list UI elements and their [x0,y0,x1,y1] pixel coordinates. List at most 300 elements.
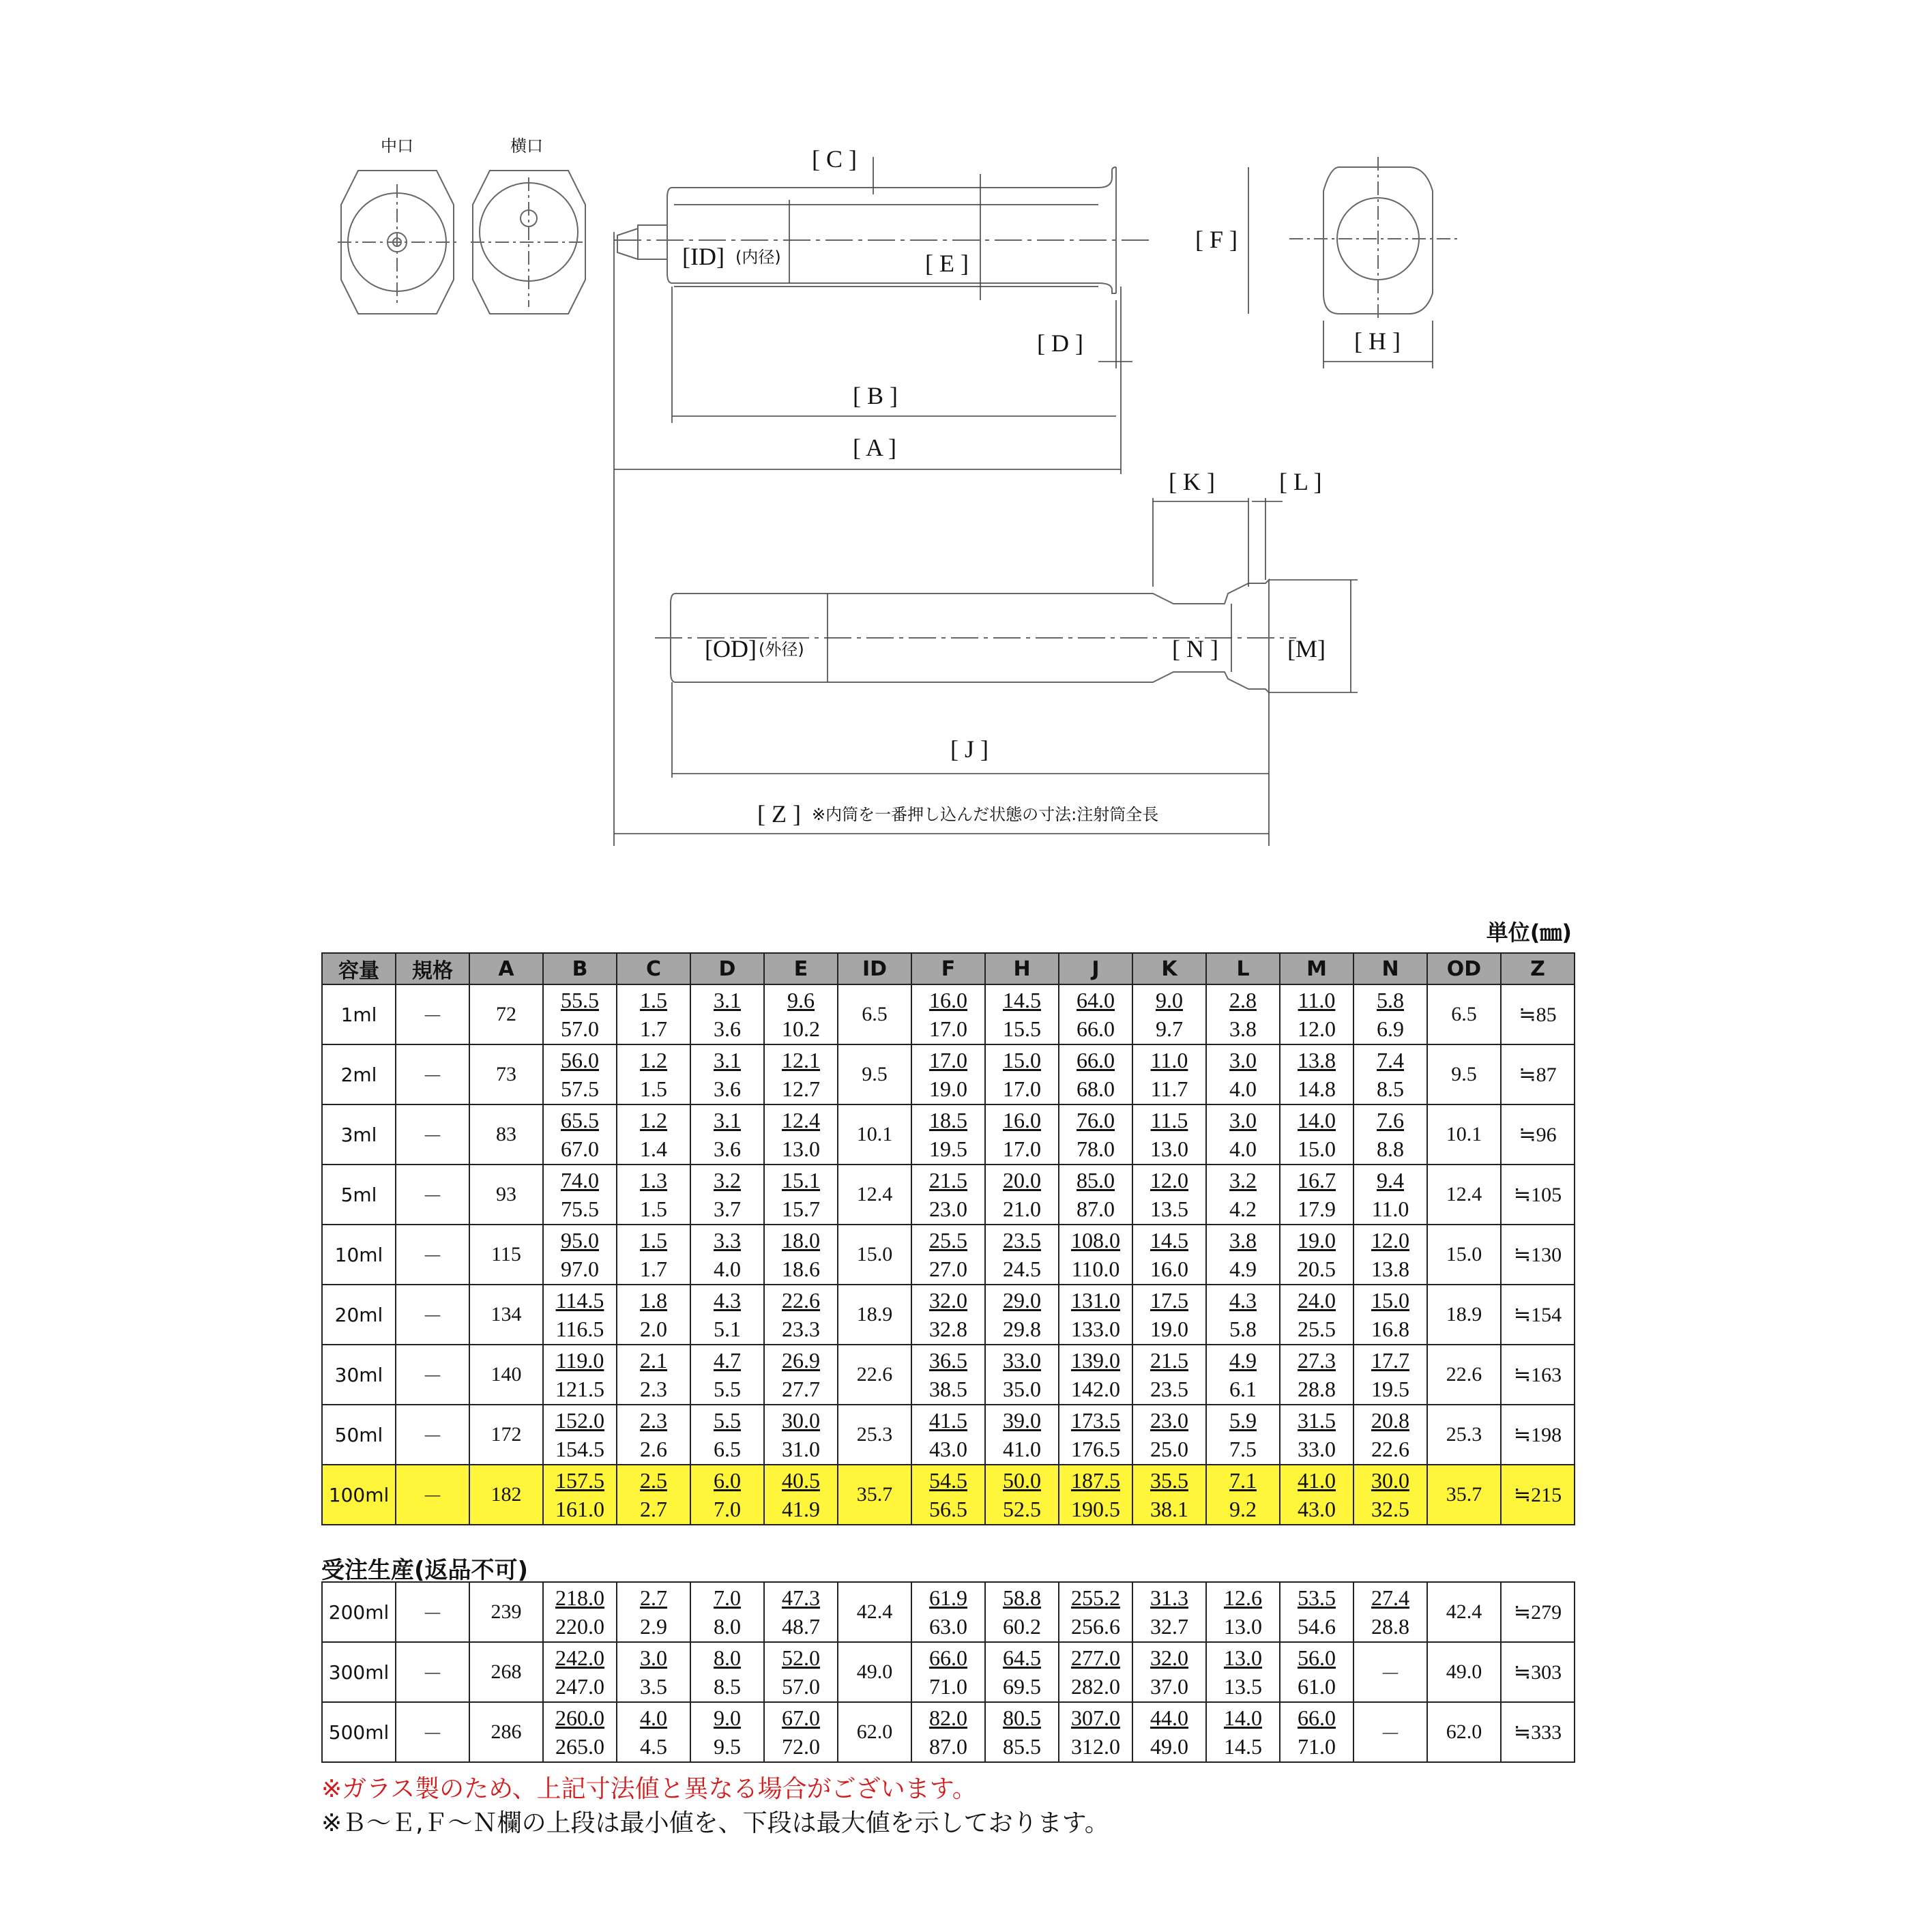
cell-h [985,1405,1059,1465]
cell-j [1059,1104,1132,1165]
max-value: 13.5 [1224,1674,1262,1699]
order-table [321,1581,1575,1763]
max-value: 32.8 [929,1317,967,1341]
cell-c [617,1225,690,1285]
cell-b [543,1104,617,1165]
header-cell: M [1280,953,1353,984]
max-value: 38.1 [1150,1497,1188,1521]
cell-a: 134 [469,1285,543,1345]
cell-h [985,1104,1059,1165]
min-value: 1.3 [640,1168,667,1192]
cell-id: 18.9 [838,1285,911,1345]
table-row [322,1044,1575,1104]
cell-k [1132,1405,1206,1465]
cell-a: 93 [469,1165,543,1225]
cell-e [764,1345,838,1405]
max-value: 7.0 [714,1497,741,1521]
cell-f [911,1165,985,1225]
min-value: 187.5 [1071,1468,1120,1493]
cell-od: 18.9 [1427,1285,1501,1345]
min-value: 15.0 [1003,1048,1041,1072]
max-value: 61.0 [1298,1674,1336,1699]
max-value: 87.0 [1077,1197,1115,1221]
min-value: 17.7 [1371,1348,1409,1373]
max-value: 1.7 [640,1257,667,1281]
min-value: 24.0 [1298,1288,1336,1313]
min-value: 26.9 [782,1348,820,1373]
cell-z: ≒130 [1501,1225,1575,1285]
header-cell: D [690,953,764,984]
max-value: 32.7 [1150,1614,1188,1639]
cell-e [764,1225,838,1285]
cell-cap: 500ml [322,1702,396,1762]
cell-n [1353,1285,1427,1345]
cell-c [617,1702,690,1762]
table-row [322,984,1575,1044]
cell-a: 286 [469,1702,543,1762]
min-value: 108.0 [1071,1228,1120,1253]
max-value: 8.5 [714,1674,741,1699]
cell-c [617,1165,690,1225]
cell-e [764,1465,838,1525]
cell-cap: 10ml [322,1225,396,1285]
max-value: 4.2 [1229,1197,1257,1221]
cell-od: 42.4 [1427,1582,1501,1642]
cell-d [690,1405,764,1465]
cell-b [543,1582,617,1642]
cell-m [1280,1405,1353,1465]
table-row [322,1702,1575,1762]
min-value: 3.1 [714,1108,741,1132]
cell-spec: － [396,1285,469,1345]
max-value: 12.0 [1298,1016,1336,1041]
max-value: 8.8 [1377,1137,1404,1161]
max-value: 56.5 [929,1497,967,1521]
min-value: 1.2 [640,1108,667,1132]
cell-b [543,1465,617,1525]
min-value: 23.0 [1150,1408,1188,1433]
max-value: 16.0 [1150,1257,1188,1281]
min-value: 50.0 [1003,1468,1041,1493]
cell-n: － [1353,1642,1427,1702]
max-value: 190.5 [1071,1497,1120,1521]
min-value: 17.5 [1150,1288,1188,1313]
cell-id: 6.5 [838,984,911,1044]
min-value: 66.0 [929,1645,967,1670]
cell-spec: － [396,1225,469,1285]
cell-z: ≒215 [1501,1465,1575,1525]
min-value: 31.5 [1298,1408,1336,1433]
cell-f [911,1285,985,1345]
cell-n [1353,1165,1427,1225]
min-value: 157.5 [555,1468,604,1493]
max-value: 71.0 [1298,1734,1336,1759]
cell-a: 140 [469,1345,543,1405]
max-value: 3.6 [714,1016,741,1041]
min-value: 12.6 [1224,1585,1262,1610]
min-value: 9.6 [787,988,815,1012]
max-value: 8.0 [714,1614,741,1639]
cell-d [690,1285,764,1345]
min-value: 14.0 [1298,1108,1336,1132]
cell-m [1280,1582,1353,1642]
dim-label-j: [ J ] [950,735,989,763]
max-value: 87.0 [929,1734,967,1759]
dim-label-k: [ K ] [1169,468,1215,495]
min-value: 7.4 [1377,1048,1404,1072]
min-value: 82.0 [929,1706,967,1730]
cell-d [690,1702,764,1762]
header-cell: Z [1501,953,1575,984]
max-value: 17.0 [1003,1137,1041,1161]
min-value: 15.1 [782,1168,820,1192]
note-min-max: ※Ｂ～Ｅ,Ｆ～Ｎ欄の上段は最小値を、下段は最大値を示しております。 [321,1809,1109,1837]
header-cell: K [1132,953,1206,984]
min-value: 152.0 [555,1408,604,1433]
cell-j [1059,1044,1132,1104]
max-value: 161.0 [555,1497,604,1521]
cell-b [543,1225,617,1285]
min-value: 2.5 [640,1468,667,1493]
cell-d [690,1225,764,1285]
cell-spec: － [396,1104,469,1165]
note-glass-warning: ※ガラス製のため、上記寸法値と異なる場合がございます。 [321,1775,977,1803]
cell-d [690,1582,764,1642]
min-value: 2.8 [1229,988,1257,1012]
max-value: 19.0 [1150,1317,1188,1341]
min-value: 56.0 [1298,1645,1336,1670]
min-value: 9.0 [1156,988,1183,1012]
cell-c [617,1642,690,1702]
min-value: 76.0 [1077,1108,1115,1132]
max-value: 12.7 [782,1077,820,1101]
max-value: 14.8 [1298,1077,1336,1101]
cell-l [1206,984,1280,1044]
min-value: 1.5 [640,1228,667,1253]
min-value: 4.3 [1229,1288,1257,1313]
max-value: 57.0 [561,1016,599,1041]
max-value: 8.5 [1377,1077,1404,1101]
min-value: 12.1 [782,1048,820,1072]
cell-k [1132,1465,1206,1525]
min-value: 25.5 [929,1228,967,1253]
max-value: 256.6 [1071,1614,1120,1639]
max-value: 23.5 [1150,1377,1188,1401]
min-value: 7.6 [1377,1108,1404,1132]
cell-spec: － [396,1582,469,1642]
max-value: 142.0 [1071,1377,1120,1401]
cell-n [1353,1104,1427,1165]
max-value: 2.3 [640,1377,667,1401]
max-value: 71.0 [929,1674,967,1699]
max-value: 68.0 [1077,1077,1115,1101]
max-value: 41.0 [1003,1437,1041,1461]
min-value: 3.2 [714,1168,741,1192]
header-cell: J [1059,953,1132,984]
dim-label-c: [ C ] [812,145,857,173]
max-value: 75.5 [561,1197,599,1221]
cell-a: 172 [469,1405,543,1465]
min-value: 16.0 [1003,1108,1041,1132]
min-value: 242.0 [555,1645,604,1670]
min-value: 12.0 [1371,1228,1409,1253]
min-value: 13.8 [1298,1048,1336,1072]
min-value: 12.4 [782,1108,820,1132]
max-value: 15.0 [1298,1137,1336,1161]
dim-label-z-note: ※内筒を一番押し込んだ状態の寸法:注射筒全長 [812,805,1159,824]
cell-h [985,1225,1059,1285]
min-value: 119.0 [555,1348,604,1373]
dim-label-id-note: (内径) [735,248,781,267]
max-value: 10.2 [782,1016,820,1041]
min-value: 29.0 [1003,1288,1041,1313]
cell-e [764,1104,838,1165]
dim-label-n: [ N ] [1172,635,1218,662]
cell-k [1132,1702,1206,1762]
cell-c [617,1345,690,1405]
cell-z: ≒279 [1501,1582,1575,1642]
min-value: 74.0 [561,1168,599,1192]
cell-spec: － [396,1702,469,1762]
min-value: 4.7 [714,1348,741,1373]
cell-l [1206,1044,1280,1104]
max-value: 23.0 [929,1197,967,1221]
min-value: 55.5 [561,988,599,1012]
cell-cap: 1ml [322,984,396,1044]
cell-n: － [1353,1702,1427,1762]
max-value: 17.0 [1003,1077,1041,1101]
max-value: 25.5 [1298,1317,1336,1341]
cell-z: ≒87 [1501,1044,1575,1104]
min-value: 277.0 [1071,1645,1120,1670]
min-value: 33.0 [1003,1348,1041,1373]
min-value: 6.0 [714,1468,741,1493]
cell-j [1059,1582,1132,1642]
max-value: 21.0 [1003,1197,1041,1221]
cell-c [617,1582,690,1642]
cell-l [1206,1405,1280,1465]
max-value: 23.3 [782,1317,820,1341]
cell-m [1280,1225,1353,1285]
cell-l [1206,1285,1280,1345]
cell-f [911,1405,985,1465]
max-value: 9.7 [1156,1016,1183,1041]
dim-label-e: [ E ] [925,250,969,277]
cell-id: 22.6 [838,1345,911,1405]
max-value: 3.7 [714,1197,741,1221]
cell-m [1280,1465,1353,1525]
max-value: 7.5 [1229,1437,1257,1461]
cell-b [543,1165,617,1225]
cell-e [764,1642,838,1702]
min-value: 4.0 [640,1706,667,1730]
min-value: 13.0 [1224,1645,1262,1670]
cell-h [985,984,1059,1044]
max-value: 3.6 [714,1137,741,1161]
cell-f [911,1642,985,1702]
min-value: 17.0 [929,1048,967,1072]
max-value: 19.5 [929,1137,967,1161]
min-value: 66.0 [1077,1048,1115,1072]
min-value: 61.9 [929,1585,967,1610]
min-value: 3.8 [1229,1228,1257,1253]
max-value: 60.2 [1003,1614,1041,1639]
cell-j [1059,1285,1132,1345]
min-value: 20.0 [1003,1168,1041,1192]
cell-z: ≒163 [1501,1345,1575,1405]
unit-label: 単位(㎜) [1486,920,1572,946]
max-value: 6.1 [1229,1377,1257,1401]
cell-l [1206,1465,1280,1525]
cell-b [543,1285,617,1345]
max-value: 38.5 [929,1377,967,1401]
min-value: 5.5 [714,1408,741,1433]
max-value: 247.0 [555,1674,604,1699]
max-value: 2.9 [640,1614,667,1639]
cell-od: 62.0 [1427,1702,1501,1762]
cell-z: ≒85 [1501,984,1575,1044]
max-value: 17.9 [1298,1197,1336,1221]
cell-m [1280,1702,1353,1762]
cell-k [1132,1285,1206,1345]
cell-a: 83 [469,1104,543,1165]
max-value: 97.0 [561,1257,599,1281]
cell-k [1132,1642,1206,1702]
cell-n [1353,1225,1427,1285]
cell-j [1059,1345,1132,1405]
cell-j [1059,1165,1132,1225]
max-value: 13.8 [1371,1257,1409,1281]
cell-a: 182 [469,1465,543,1525]
min-value: 11.5 [1150,1108,1188,1132]
cell-z: ≒154 [1501,1285,1575,1345]
min-value: 9.0 [714,1706,741,1730]
cell-f [911,1702,985,1762]
cell-m [1280,984,1353,1044]
header-cell: H [985,953,1059,984]
dim-label-z: [ Z ] [757,800,801,828]
cell-spec: － [396,1345,469,1405]
cell-c [617,984,690,1044]
cell-id: 49.0 [838,1642,911,1702]
max-value: 14.5 [1224,1734,1262,1759]
min-value: 11.0 [1298,988,1336,1012]
min-value: 11.0 [1150,1048,1188,1072]
dim-label-l: [ L ] [1279,468,1322,495]
cell-cap: 3ml [322,1104,396,1165]
header-cell: E [764,953,838,984]
cell-f [911,1465,985,1525]
cell-cap: 20ml [322,1285,396,1345]
max-value: 43.0 [1298,1497,1336,1521]
cell-spec: － [396,1405,469,1465]
max-value: 35.0 [1003,1377,1041,1401]
cell-b [543,1345,617,1405]
cell-h [985,1044,1059,1104]
cell-a: 239 [469,1582,543,1642]
max-value: 1.5 [640,1197,667,1221]
min-value: 3.0 [1229,1048,1257,1072]
cell-m [1280,1044,1353,1104]
min-value: 30.0 [782,1408,820,1433]
cell-k [1132,984,1206,1044]
min-value: 32.0 [1150,1645,1188,1670]
cell-c [617,1405,690,1465]
min-value: 18.5 [929,1108,967,1132]
cell-a: 115 [469,1225,543,1285]
cell-e [764,1044,838,1104]
min-value: 21.5 [929,1168,967,1192]
cell-od: 49.0 [1427,1642,1501,1702]
min-value: 114.5 [555,1288,604,1313]
max-value: 27.0 [929,1257,967,1281]
max-value: 13.0 [782,1137,820,1161]
table-row [322,1165,1575,1225]
min-value: 58.8 [1003,1585,1041,1610]
min-value: 131.0 [1071,1288,1120,1313]
cell-n [1353,1044,1427,1104]
cell-k [1132,1345,1206,1405]
cell-cap: 30ml [322,1345,396,1405]
min-value: 18.0 [782,1228,820,1253]
cell-k [1132,1165,1206,1225]
max-value: 133.0 [1071,1317,1120,1341]
cell-e [764,1582,838,1642]
max-value: 28.8 [1371,1614,1409,1639]
cell-od: 22.6 [1427,1345,1501,1405]
cell-spec: － [396,1465,469,1525]
cell-od: 12.4 [1427,1165,1501,1225]
max-value: 13.0 [1150,1137,1188,1161]
cell-z: ≒333 [1501,1702,1575,1762]
max-value: 32.5 [1371,1497,1409,1521]
min-value: 5.9 [1229,1408,1257,1433]
min-value: 3.1 [714,1048,741,1072]
cell-a: 73 [469,1044,543,1104]
table-row [322,1104,1575,1165]
max-value: 57.5 [561,1077,599,1101]
min-value: 1.8 [640,1288,667,1313]
min-value: 56.0 [561,1048,599,1072]
min-value: 39.0 [1003,1408,1041,1433]
header-cell: 規格 [396,953,469,984]
cell-z: ≒303 [1501,1642,1575,1702]
cell-od: 9.5 [1427,1044,1501,1104]
cell-h [985,1285,1059,1345]
cell-h [985,1465,1059,1525]
max-value: 4.0 [714,1257,741,1281]
cell-e [764,1165,838,1225]
cell-d [690,1165,764,1225]
max-value: 57.0 [782,1674,820,1699]
max-value: 17.0 [929,1016,967,1041]
cell-l [1206,1582,1280,1642]
header-cell: ID [838,953,911,984]
cell-z: ≒105 [1501,1165,1575,1225]
min-value: 1.2 [640,1048,667,1072]
max-value: 52.5 [1003,1497,1041,1521]
min-value: 7.1 [1229,1468,1257,1493]
max-value: 78.0 [1077,1137,1115,1161]
cell-id: 62.0 [838,1702,911,1762]
table-row [322,1225,1575,1285]
cell-a: 268 [469,1642,543,1702]
cell-f [911,1582,985,1642]
table-row [322,1642,1575,1702]
cell-m [1280,1285,1353,1345]
cell-k [1132,1104,1206,1165]
header-cell: C [617,953,690,984]
